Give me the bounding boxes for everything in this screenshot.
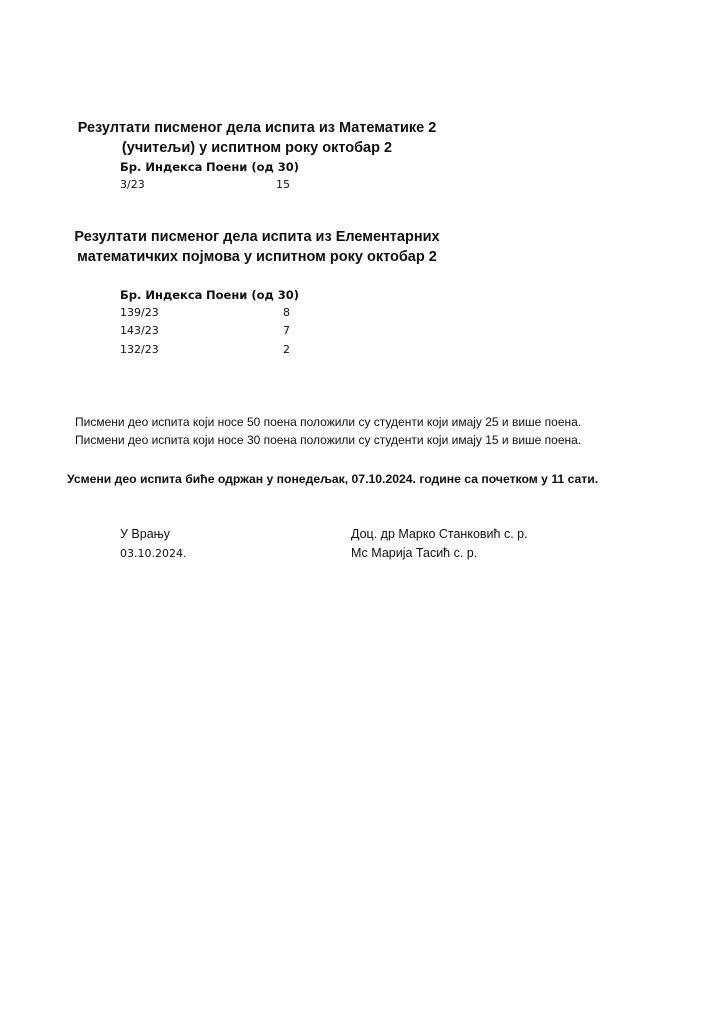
signer-2: Мс Марија Тасић с. р. (351, 546, 478, 560)
section1-row-points: 15 (276, 178, 290, 191)
section2-row2-points: 7 (283, 324, 290, 337)
section2-title-line2: математичких појмова у испитном року октобар 2 (77, 249, 437, 265)
section2-row1-index: 139/23 (120, 306, 159, 319)
section1-col-points-header: Поени (од 30) (206, 160, 300, 174)
oral-exam-notice: Усмени део испита биће одржан у понедељак, 07.10.2024. године са почетком у 11 сати. (67, 472, 599, 486)
section2-col-index-header: Бр. Индекса (120, 288, 203, 302)
section1-title-line2: (учитељи) у испитном року октобар 2 (121, 140, 393, 156)
section2-col-points-header: Поени (од 30) (206, 288, 300, 302)
section1-title-line1: Резултати писменог дела испита из Математике 2 (77, 120, 437, 136)
section2-row3-index: 132/23 (120, 343, 159, 356)
section1-col-index-header: Бр. Индекса (120, 160, 203, 174)
section1-row-index: 3/23 (120, 178, 145, 191)
section2-row1-points: 8 (283, 306, 290, 319)
section2-row2-index: 143/23 (120, 324, 159, 337)
signer-1: Доц. др Марко Станковић с. р. (351, 527, 528, 541)
section2-row3-points: 2 (283, 343, 290, 356)
footer-place: У Врању (120, 527, 171, 541)
note-line1: Писмени део испита који носе 50 поена положили су студенти који имају 25 и више поена. (75, 415, 582, 429)
note-line2: Писмени део испита који носе 30 поена положили су студенти који имају 15 и више поена. (75, 433, 582, 447)
footer-date: 03.10.2024. (120, 547, 187, 560)
section2-title-line1: Резултати писменог дела испита из Елементарних (74, 229, 440, 245)
